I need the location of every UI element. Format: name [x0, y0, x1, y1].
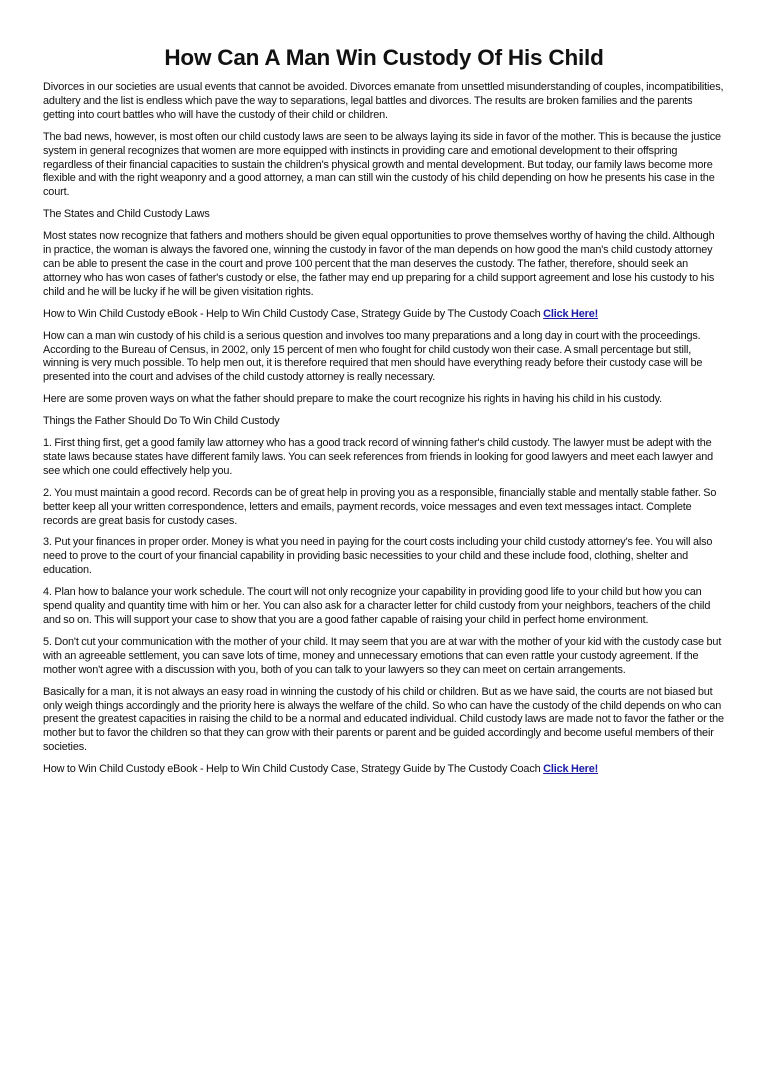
document-page	[43, 44, 725, 785]
states-paragraph: Most states now recognize that fathers and mothers should be given equal opportunities to prove themselves worthy of having the child. Although in practice, the woman is always the favored one, winning the custody in favor of the man depends on how good the man's child custody attorney can be able to present the case in the court and prove 100 percent that the man deserves the custody. The father, therefore, should seek an attorney who has won cases of father's custody or else, the father may end up preparing for a child support agreement and lose his custody to his child and he will be lucky if he will be given visitation rights.	[43, 230, 715, 298]
list-item: 1. First thing first, get a good family law attorney who has a good track record of winning father's child custody. The lawyer must be adept with the state laws because states have different family laws. You can seek references from friends in looking for good lawyers and meet each lawyer and see which one could effectively help you.	[43, 437, 714, 477]
list-item: 5. Don't cut your communication with the mother of your child. It may seem that you are at war with the mother of your kid with the custody case but with an agreeable settlement, you can save lots of time, money and unnecessary emotions that can even rattle your custody agreement. If the mother won't agree with a discussion with you, both of you can talk to your lawyers so they can meet on certain arrangements.	[43, 635, 722, 676]
section-heading-things: Things the Father Should Do To Win Child Custody	[43, 415, 280, 428]
promo-line-2	[43, 763, 725, 777]
conclusion-paragraph: Basically for a man, it is not always an easy road in winning the custody of his child or children. But as we have said, the courts are not biased but only weigh things accordingly and the priority here is always the welfare of the child. So who can have the custody of the child depends on who can present the greatest capacities in raising the child to be a normal and educated individual. Child custody laws are made not to favor the father or the mother but to favor the children so that they can grow with their parents or parent and be guided accordingly and become useful members of their societies.	[43, 685, 724, 754]
bad-news-paragraph: The bad news, however, is most often our child custody laws are seen to be always laying its side in favor of the mother. This is because the justice system in general recognizes that women are more equipped with instincts in providing care and emotional development to their offspring regardless of their financial capacities to sustain the children's physical growth and mental development. But today, our family laws become more flexible and with the right weaponry and a good attorney, a man can still win the custody of his child depending on how he presents his case in the court.	[43, 130, 721, 199]
promo-text-2: How to Win Child Custody eBook - Help to Win Child Custody Case, Strategy Guide by The Custody Coach	[43, 763, 541, 776]
promo-text-1: How to Win Child Custody eBook - Help to Win Child Custody Case, Strategy Guide by The Custody Coach	[43, 307, 541, 320]
click-here-link-2[interactable]: Click Here!	[543, 763, 599, 776]
list-item: 4. Plan how to balance your work schedule. The court will not only recognize your capability in providing good life to your child but how you can spend quality and quantity time with him or her. You can also ask for a character letter for child custody from your neighbors, teachers of the child and so on. This will support your case to show that you are a good father capable of raising your child in perfect home environment.	[43, 586, 711, 626]
section-heading-states: The States and Child Custody Laws	[43, 208, 210, 221]
click-here-link-1[interactable]: Click Here!	[543, 307, 599, 320]
list-item: 3. Put your finances in proper order. Money is what you need in paying for the court costs including your child custody attorney's fee. You will also need to prove to the court of your financial capability in providing basic necessities to your child and these include food, clothing, shelter and education.	[43, 536, 713, 577]
question-paragraph: How can a man win custody of his child is a serious question and involves too many preparations and a long day in court with the proceedings. According to the Bureau of Census, in 2002, only 15 percent of men who fought for child custody won their case. A small percentage but still, winning is very much possible. To help men out, it is therefore required that men should have everything ready before their custody case will be presented into the court and advises of the child custody attorney is really necessary.	[43, 329, 703, 384]
promo-line-1	[43, 308, 725, 322]
page-title: How Can A Man Win Custody Of His Child	[164, 45, 604, 70]
proven-ways-paragraph: Here are some proven ways on what the father should prepare to make the court recognize his rights in having his child in his custody.	[43, 393, 663, 406]
list-item: 2. You must maintain a good record. Records can be of great help in proving you as a responsible, financially stable and mentally stable father. So better keep all your written correspondence, letters and emails, payment records, voice messages and even text messages intact. Complete records are great basis for custody cases.	[43, 486, 717, 527]
intro-paragraph: Divorces in our societies are usual events that cannot be avoided. Divorces emanate from unsettled misunderstanding of couples, incompatibilities, adultery and the list is endless which pave the way to separations, legal battles and divorces. The results are broken families and the parents getting into court battles who will have the custody of their child or children.	[43, 81, 724, 121]
